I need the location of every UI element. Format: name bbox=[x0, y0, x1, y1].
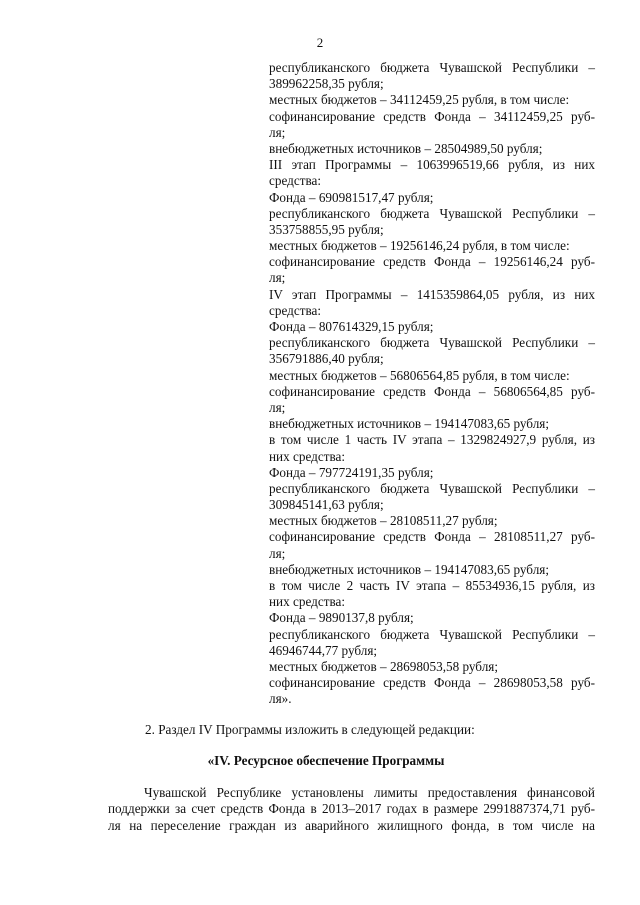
funding-line: средства: bbox=[269, 173, 322, 189]
body-line: ля на переселение граждан из аварийного жилищного фонда, в том числе на bbox=[108, 817, 595, 833]
funding-line: софинансирование средств Фонда – 28698053,58 руб- bbox=[269, 675, 595, 691]
funding-line: 353758855,95 рубля; bbox=[269, 221, 384, 237]
section-body-paragraph bbox=[108, 785, 595, 834]
funding-line: республиканского бюджета Чувашской Республики – bbox=[269, 205, 595, 221]
funding-line: ля; bbox=[269, 399, 286, 415]
funding-line: средства: bbox=[269, 302, 322, 318]
funding-line: 356791886,40 рубля; bbox=[269, 351, 384, 367]
funding-line: ля; bbox=[269, 270, 286, 286]
funding-line: софинансирование средств Фонда – 56806564,85 руб- bbox=[269, 383, 595, 399]
funding-line: местных бюджетов – 56806564,85 рубля, в том числе: bbox=[269, 367, 570, 383]
funding-line: 309845141,63 рубля; bbox=[269, 497, 384, 513]
funding-line: местных бюджетов – 34112459,25 рубля, в том числе: bbox=[269, 92, 570, 108]
funding-line: внебюджетных источников – 28504989,50 рубля; bbox=[269, 140, 543, 156]
funding-line: ля; bbox=[269, 545, 286, 561]
funding-breakdown-column bbox=[269, 60, 595, 708]
funding-line: софинансирование средств Фонда – 34112459,25 руб- bbox=[269, 108, 595, 124]
body-line: поддержки за счет средств Фонда в 2013–2017 годах в размере 2991887374,71 руб- bbox=[108, 801, 595, 817]
funding-line: местных бюджетов – 19256146,24 рубля, в том числе: bbox=[269, 238, 570, 254]
funding-line: 46946744,77 рубля; bbox=[269, 642, 378, 658]
funding-line: республиканского бюджета Чувашской Республики – bbox=[269, 60, 595, 75]
funding-line: IV этап Программы – 1415359864,05 рубля, из них bbox=[269, 286, 595, 302]
funding-line: Фонда – 797724191,35 рубля; bbox=[269, 464, 434, 480]
funding-line: республиканского бюджета Чувашской Республики – bbox=[269, 626, 595, 642]
funding-line: них средства: bbox=[269, 594, 346, 610]
funding-line: софинансирование средств Фонда – 19256146,24 руб- bbox=[269, 254, 595, 270]
page-number: 2 bbox=[316, 35, 324, 50]
funding-line: Фонда – 9890137,8 рубля; bbox=[269, 610, 414, 626]
funding-line: ля; bbox=[269, 124, 286, 140]
funding-line: местных бюджетов – 28698053,58 рубля; bbox=[269, 658, 499, 674]
funding-line: в том числе 2 часть IV этапа – 85534936,15 рубля, из bbox=[269, 578, 595, 593]
funding-line: Фонда – 690981517,47 рубля; bbox=[269, 189, 434, 205]
funding-line: ля». bbox=[269, 691, 292, 707]
funding-line: них средства: bbox=[269, 448, 346, 464]
body-line: Чувашской Республике установлены лимиты предоставления финансовой bbox=[144, 785, 595, 800]
funding-line: республиканского бюджета Чувашской Республики – bbox=[269, 335, 595, 351]
funding-line: внебюджетных источников – 194147083,65 рубля; bbox=[269, 416, 549, 432]
funding-line: III этап Программы – 1063996519,66 рубля, из них bbox=[269, 157, 595, 173]
funding-line: Фонда – 807614329,15 рубля; bbox=[269, 319, 434, 334]
section-heading: «IV. Ресурсное обеспечение Программы bbox=[207, 753, 445, 768]
funding-line: 389962258,35 рубля; bbox=[269, 76, 384, 92]
funding-line: республиканского бюджета Чувашской Республики – bbox=[269, 480, 595, 496]
funding-line: местных бюджетов – 28108511,27 рубля; bbox=[269, 513, 498, 529]
funding-line: в том числе 1 часть IV этапа – 1329824927,9 рубля, из bbox=[269, 432, 595, 448]
section-intro-paragraph: 2. Раздел IV Программы изложить в следующей редакции: bbox=[145, 722, 475, 737]
funding-line: софинансирование средств Фонда – 28108511,27 руб- bbox=[269, 529, 595, 545]
funding-line: внебюджетных источников – 194147083,65 рубля; bbox=[269, 561, 549, 577]
